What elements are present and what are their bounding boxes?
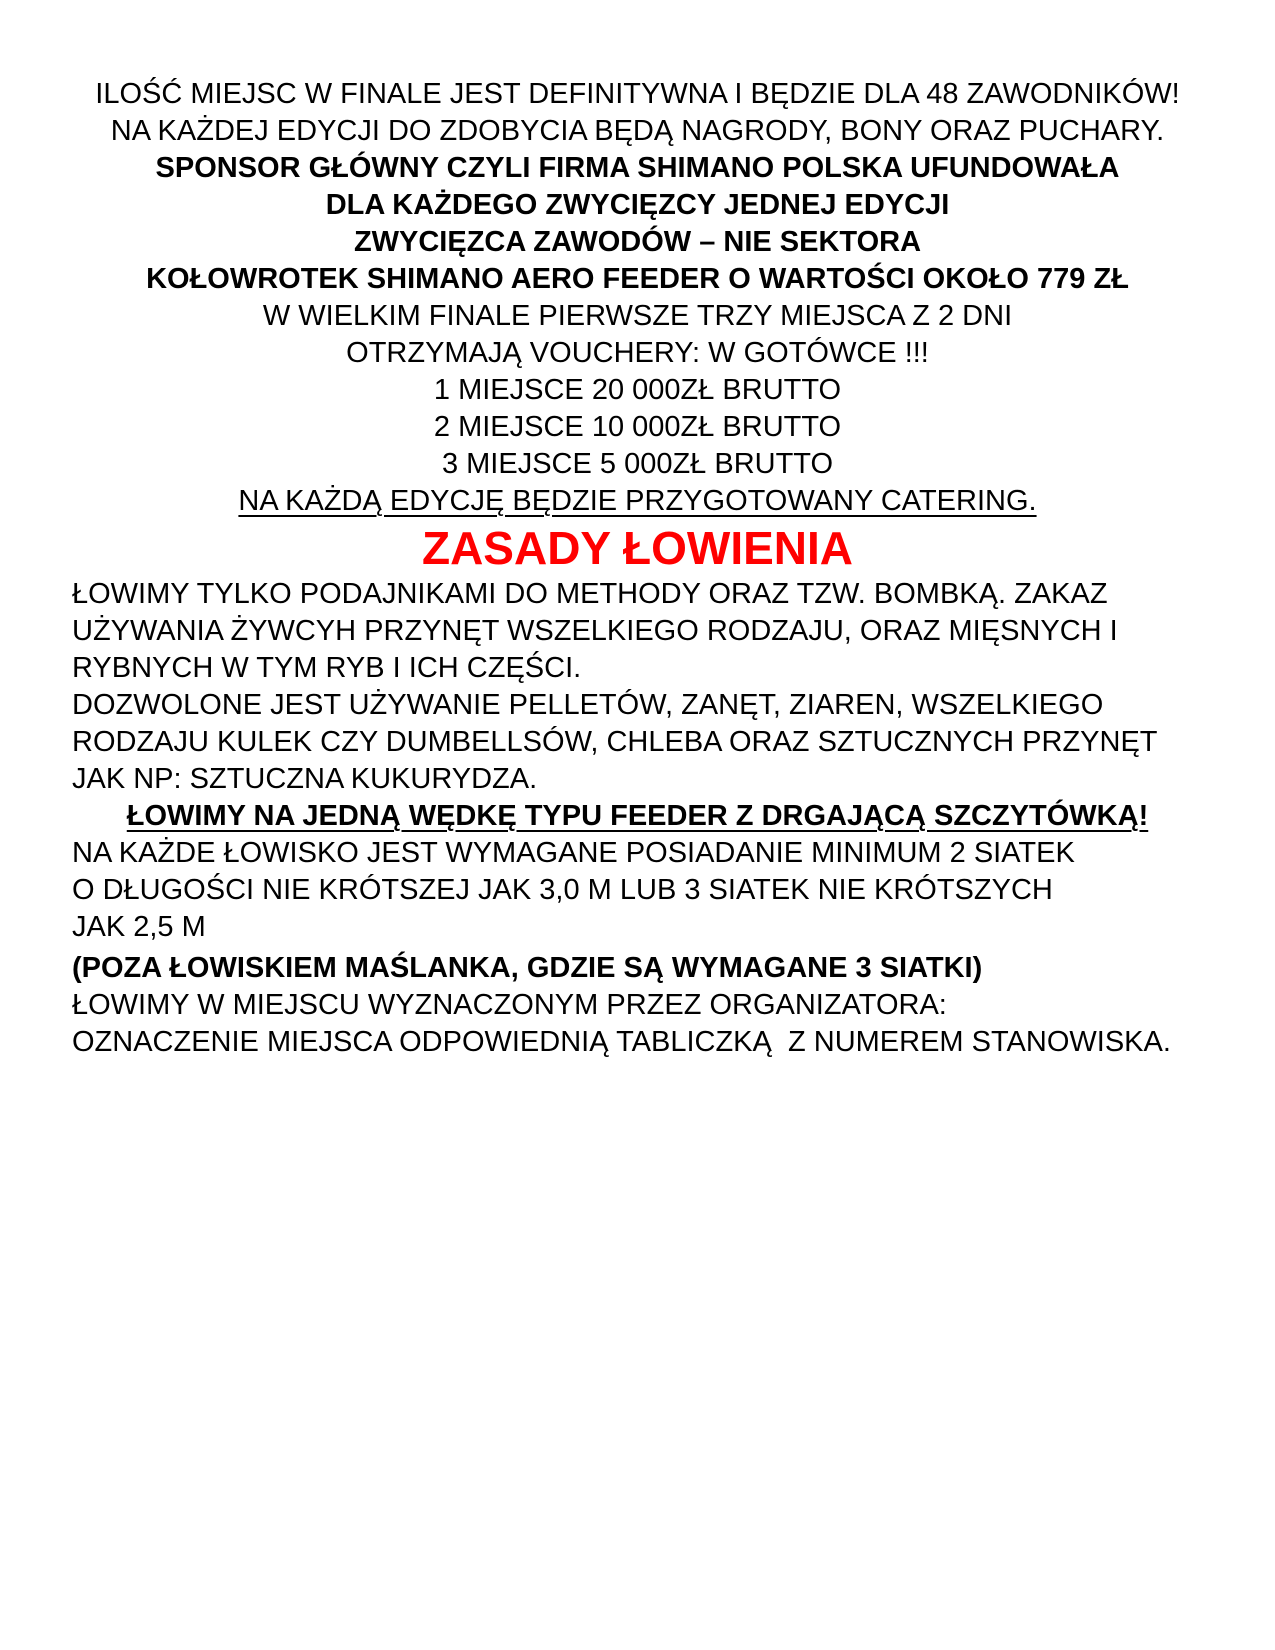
rule-keepnets-line-2: O DŁUGOŚCI NIE KRÓTSZEJ JAK 3,0 M LUB 3 SIATEK NIE KRÓTSZYCH [72,874,1053,906]
sponsor-block [72,150,1203,298]
sponsor-line-3: ZWYCIĘZCA ZAWODÓW – NIE SEKTORA [353,226,922,258]
rule-allowed-baits [72,687,1203,798]
rule-keepnets [72,835,1203,987]
rule-bait-restrictions-line-2: UŻYWANIA ŻYWCYH PRZYNĘT WSZELKIEGO RODZAJU, ORAZ MIĘSNYCH I [72,615,1118,647]
sponsor-line-2: DLA KAŻDEGO ZWYCIĘZCY JEDNEJ EDYCJI [325,189,950,221]
catering-note: NA KAŻDĄ EDYCJĘ BĘDZIE PRZYGOTOWANY CATERING. [238,485,1037,517]
intro-line: ILOŚĆ MIEJSC W FINALE JEST DEFINITYWNA I BĘDZIE DLA 48 ZAWODNIKÓW! [95,78,1180,110]
prize-second-place: 2 MIEJSCE 10 000ZŁ BRUTTO [433,411,842,443]
rule-keepnets-line-1: NA KAŻDE ŁOWISKO JEST WYMAGANE POSIADANIE MINIMUM 2 SIATEK [72,837,1075,869]
rule-fishing-spot-line-2: OZNACZENIE MIEJSCA ODPOWIEDNIĄ TABLICZKĄ Z NUMEREM STANOWISKA. [72,1026,1171,1058]
rule-keepnets-maslanka-exception: (POZA ŁOWISKIEM MAŚLANKA, GDZIE SĄ WYMAGANE 3 SIATKI) [72,952,983,984]
sponsor-line-4: KOŁOWROTEK SHIMANO AERO FEEDER O WARTOŚCI OKOŁO 779 ZŁ [146,263,1129,295]
rule-single-rod: ŁOWIMY NA JEDNĄ WĘDKĘ TYPU FEEDER Z DRGAJĄCĄ SZCZYTÓWKĄ! [126,800,1149,832]
rule-bait-restrictions-line-3: RYBNYCH W TYM RYB I ICH CZĘŚCI. [72,652,582,684]
section-heading-zasady-lowienia: ZASADY ŁOWIENIA [421,522,854,574]
prize-third-place: 3 MIEJSCE 5 000ZŁ BRUTTO [441,448,834,480]
rule-allowed-baits-line-3: JAK NP: SZTUCZNA KUKURYDZA. [72,763,538,795]
finale-line-1: W WIELKIM FINALE PIERWSZE TRZY MIEJSCA Z 2 DNI [262,300,1013,332]
finale-line-2: OTRZYMAJĄ VOUCHERY: W GOTÓWCE !!! [346,337,929,369]
finale-block [72,298,1203,372]
sponsor-line-1: SPONSOR GŁÓWNY CZYLI FIRMA SHIMANO POLSKA UFUNDOWAŁA [155,152,1120,184]
rule-allowed-baits-line-1: DOZWOLONE JEST UŻYWANIE PELLETÓW, ZANĘT, ZIAREN, WSZELKIEGO [72,689,1104,721]
rule-bait-restrictions-line-1: ŁOWIMY TYLKO PODAJNIKAMI DO METHODY ORAZ TZW. BOMBKĄ. ZAKAZ [72,578,1108,610]
prize-first-place: 1 MIEJSCE 20 000ZŁ BRUTTO [433,374,842,406]
rule-fishing-spot [72,987,1203,1061]
rule-allowed-baits-line-2: RODZAJU KULEK CZY DUMBELLSÓW, CHLEBA ORAZ SZTUCZNYCH PRZYNĘT [72,726,1158,758]
rule-bait-restrictions [72,576,1203,687]
prizes-intro-line: NA KAŻDEJ EDYCJI DO ZDOBYCIA BĘDĄ NAGRODY, BONY ORAZ PUCHARY. [110,115,1165,147]
rule-fishing-spot-line-1: ŁOWIMY W MIEJSCU WYZNACZONYM PRZEZ ORGANIZATORA: [72,989,947,1021]
rule-keepnets-line-3: JAK 2,5 M [72,911,206,943]
